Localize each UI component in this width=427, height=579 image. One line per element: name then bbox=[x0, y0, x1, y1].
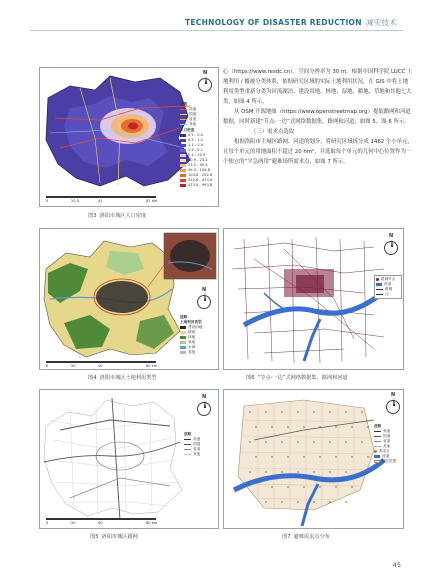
legend-item bbox=[180, 350, 218, 355]
figure-5-legend bbox=[184, 432, 218, 457]
legend-label: 耕地 bbox=[188, 330, 196, 334]
legend-item bbox=[180, 183, 218, 188]
figure-3-legend bbox=[180, 102, 218, 188]
legend-item: 边 bbox=[376, 292, 400, 297]
demand-point bbox=[361, 441, 363, 443]
demand-point bbox=[345, 411, 347, 413]
demand-point bbox=[329, 471, 331, 473]
legend-swatch bbox=[180, 184, 186, 187]
legend-swatch bbox=[180, 149, 186, 152]
network-map bbox=[224, 229, 404, 370]
legend-heading: 人口密度 bbox=[180, 128, 195, 132]
legend-label: 49.3 - 104.8 bbox=[188, 168, 210, 172]
legend-swatch bbox=[180, 336, 186, 339]
demand-point bbox=[281, 471, 283, 473]
demand-point bbox=[271, 456, 273, 458]
legend-swatch bbox=[180, 144, 186, 147]
legend-heading: 道路 bbox=[180, 102, 188, 106]
demand-point bbox=[297, 411, 299, 413]
section-title-zh: 减灾技术 bbox=[365, 18, 397, 27]
demand-point bbox=[271, 486, 273, 488]
legend-item: 国道 bbox=[180, 112, 218, 117]
legend-item: 国道 bbox=[374, 434, 404, 439]
demand-point bbox=[345, 471, 347, 473]
demand-point bbox=[313, 411, 315, 413]
demand-point bbox=[367, 426, 369, 428]
legend-item: 河道 bbox=[374, 454, 404, 459]
demand-point bbox=[351, 456, 353, 458]
legend-label: 0.1 - 0.5 bbox=[188, 133, 204, 137]
demand-point bbox=[287, 426, 289, 428]
legend-label: 5.1 - 10.9 bbox=[188, 153, 206, 157]
legend-item: 路网节点 bbox=[376, 277, 400, 282]
legend-item: 省道 bbox=[374, 439, 404, 444]
legend-label: 104.8 - 222.6 bbox=[188, 173, 213, 177]
page-header bbox=[0, 0, 427, 38]
legend-swatch bbox=[180, 351, 186, 354]
figure-4-caption: 图4 洛阳市城区土地利用类型 bbox=[88, 375, 157, 381]
section-title bbox=[185, 17, 397, 28]
paragraph: 心（https://www.resdc.cn），空间分辨率为 30 m。根据中国科学院 LUCC 土地利用 / 覆被分类体系，依据研究区域的实际土地利用状况，在 GIS 中将土地利用类型重新分类为河流湖泊、建设用地、林地、湿地、耕地、草地和其他七大类，如图 4 所示。 bbox=[223, 69, 413, 105]
legend-label: 10.9 - 23.2 bbox=[188, 158, 208, 162]
legend-heading: 道路 bbox=[184, 432, 192, 436]
north-arrow-icon: N bbox=[384, 241, 398, 255]
demand-point bbox=[345, 441, 347, 443]
page-number: 45 bbox=[392, 561, 401, 569]
legend-swatch bbox=[180, 346, 186, 349]
legend-item: 其他 bbox=[184, 452, 218, 457]
north-arrow-icon: N bbox=[197, 295, 211, 309]
legend-item: 高速 bbox=[184, 437, 218, 442]
figure-4-map bbox=[39, 228, 219, 370]
legend-label: 其他 bbox=[188, 350, 196, 354]
road-network-map bbox=[40, 390, 219, 529]
demand-point bbox=[329, 411, 331, 413]
figure-6-map bbox=[223, 228, 404, 370]
header-divider bbox=[30, 30, 404, 31]
legend-item: 高速 bbox=[180, 107, 218, 112]
demand-point bbox=[335, 426, 337, 428]
section-title-en: TECHNOLOGY OF DISASTER REDUCTION bbox=[184, 18, 362, 27]
figure-6-caption: 图6 “节点-一边”式网络数据集、路网和河道 bbox=[246, 375, 348, 381]
legend-item: 高速 bbox=[374, 429, 404, 434]
demand-point bbox=[345, 501, 347, 503]
legend-label: 0.5 - 1.1 bbox=[188, 138, 204, 142]
legend-heading: 土地利用类型 bbox=[180, 320, 202, 324]
legend-label: 草地 bbox=[188, 340, 196, 344]
demand-point bbox=[313, 441, 315, 443]
legend-item: 国道 bbox=[184, 442, 218, 447]
scale-bar: 0 20.5 41 82 km bbox=[46, 196, 156, 204]
legend-item: 河道 bbox=[376, 282, 400, 287]
demand-point bbox=[303, 426, 305, 428]
demand-point bbox=[281, 441, 283, 443]
demand-point bbox=[303, 456, 305, 458]
demand-point bbox=[249, 411, 251, 413]
demand-point bbox=[329, 441, 331, 443]
demand-point bbox=[335, 456, 337, 458]
demand-point bbox=[265, 411, 267, 413]
legend-swatch bbox=[180, 134, 186, 137]
legend-item: 省道 bbox=[184, 447, 218, 452]
scale-bar: 0 20 40 80 km bbox=[46, 518, 156, 526]
legend-item: 其他 bbox=[180, 122, 218, 127]
legend-heading: 道路 bbox=[180, 315, 188, 319]
paragraph: 根据洛阳市主城区路网、河道的划分，将研究区域拆分成 1462 个小单元，且每个单元的用地面积不超过 20 hm²，并选取每个单元的几何中心位置作为一个独立的“平急两用”避难场所需求点，如图 7 所示。 bbox=[223, 139, 413, 165]
figure-4-legend bbox=[180, 315, 218, 355]
legend-item: 需求点 bbox=[374, 449, 404, 454]
legend-swatch bbox=[180, 174, 186, 177]
legend-label: 建设用地 bbox=[188, 325, 203, 329]
demand-point bbox=[287, 486, 289, 488]
figure-6-legend bbox=[374, 275, 402, 299]
legend-swatch bbox=[180, 164, 186, 167]
north-arrow-icon: N bbox=[386, 400, 400, 414]
legend-swatch bbox=[180, 154, 186, 157]
legend-item: 城区范围 bbox=[374, 459, 404, 464]
figure-7-legend bbox=[374, 424, 404, 464]
legend-item: 省道 bbox=[180, 117, 218, 122]
legend-label: 2.4 - 5.1 bbox=[188, 148, 204, 152]
paragraph: 从 OSM 开源地图（https://www.openstreetmap.org）提取路网和河道数据，同时新建“节点-一边”式网络数据集，路网和河道，如图 5、图 6 所示。 bbox=[223, 109, 411, 125]
legend-swatch bbox=[180, 341, 186, 344]
legend-label: 水域 bbox=[188, 345, 196, 349]
legend-swatch bbox=[180, 169, 186, 172]
legend-swatch bbox=[180, 179, 186, 182]
demand-point bbox=[297, 471, 299, 473]
demand-point bbox=[271, 426, 273, 428]
legend-swatch bbox=[180, 326, 186, 329]
north-arrow-icon: N bbox=[197, 402, 211, 416]
demand-point bbox=[265, 471, 267, 473]
demand-point bbox=[303, 486, 305, 488]
figure-5-map bbox=[39, 389, 219, 529]
legend-label: 林地 bbox=[188, 335, 196, 339]
demand-point bbox=[329, 501, 331, 503]
legend-swatch bbox=[180, 159, 186, 162]
north-arrow-icon: N bbox=[198, 78, 212, 92]
demand-point bbox=[351, 486, 353, 488]
figure-7-caption: 图7 避难需求点分布 bbox=[282, 534, 330, 540]
demand-point bbox=[367, 456, 369, 458]
legend-label: 1.1 - 2.4 bbox=[188, 143, 204, 147]
legend-swatch bbox=[180, 331, 186, 334]
figure-3-caption: 图3 洛阳市城区人口密度 bbox=[88, 213, 147, 219]
demand-point bbox=[265, 501, 267, 503]
demand-point bbox=[351, 426, 353, 428]
legend-item: 路网 bbox=[376, 287, 400, 292]
demand-point bbox=[313, 471, 315, 473]
demand-point bbox=[313, 501, 315, 503]
demand-point bbox=[335, 486, 337, 488]
demand-point bbox=[281, 501, 283, 503]
legend-label: 473.0 - 993.8 bbox=[188, 183, 213, 187]
legend-label: 222.6 - 473.0 bbox=[188, 178, 213, 182]
demand-point bbox=[265, 441, 267, 443]
demand-point bbox=[319, 486, 321, 488]
figure-3-map bbox=[39, 67, 219, 207]
figure-5-caption: 图5 洛阳市城区路网 bbox=[90, 534, 138, 540]
legend-swatch bbox=[180, 139, 186, 142]
legend-item: 其他 bbox=[374, 444, 404, 449]
demand-point bbox=[287, 456, 289, 458]
legend-label: 23.2 - 49.3 bbox=[188, 163, 208, 167]
subsection-heading: （三）需求点选取 bbox=[251, 129, 295, 135]
demand-point bbox=[249, 471, 251, 473]
demand-point bbox=[255, 456, 257, 458]
demand-point bbox=[297, 441, 299, 443]
demand-point bbox=[319, 456, 321, 458]
demand-point bbox=[281, 411, 283, 413]
demand-point bbox=[297, 501, 299, 503]
demand-point bbox=[361, 411, 363, 413]
demand-point bbox=[255, 426, 257, 428]
demand-point bbox=[249, 441, 251, 443]
scale-bar: 0 20 40 80 km bbox=[46, 361, 156, 369]
body-text bbox=[223, 67, 413, 167]
figure-7-map bbox=[223, 389, 404, 529]
legend-heading: 道路 bbox=[374, 424, 382, 428]
